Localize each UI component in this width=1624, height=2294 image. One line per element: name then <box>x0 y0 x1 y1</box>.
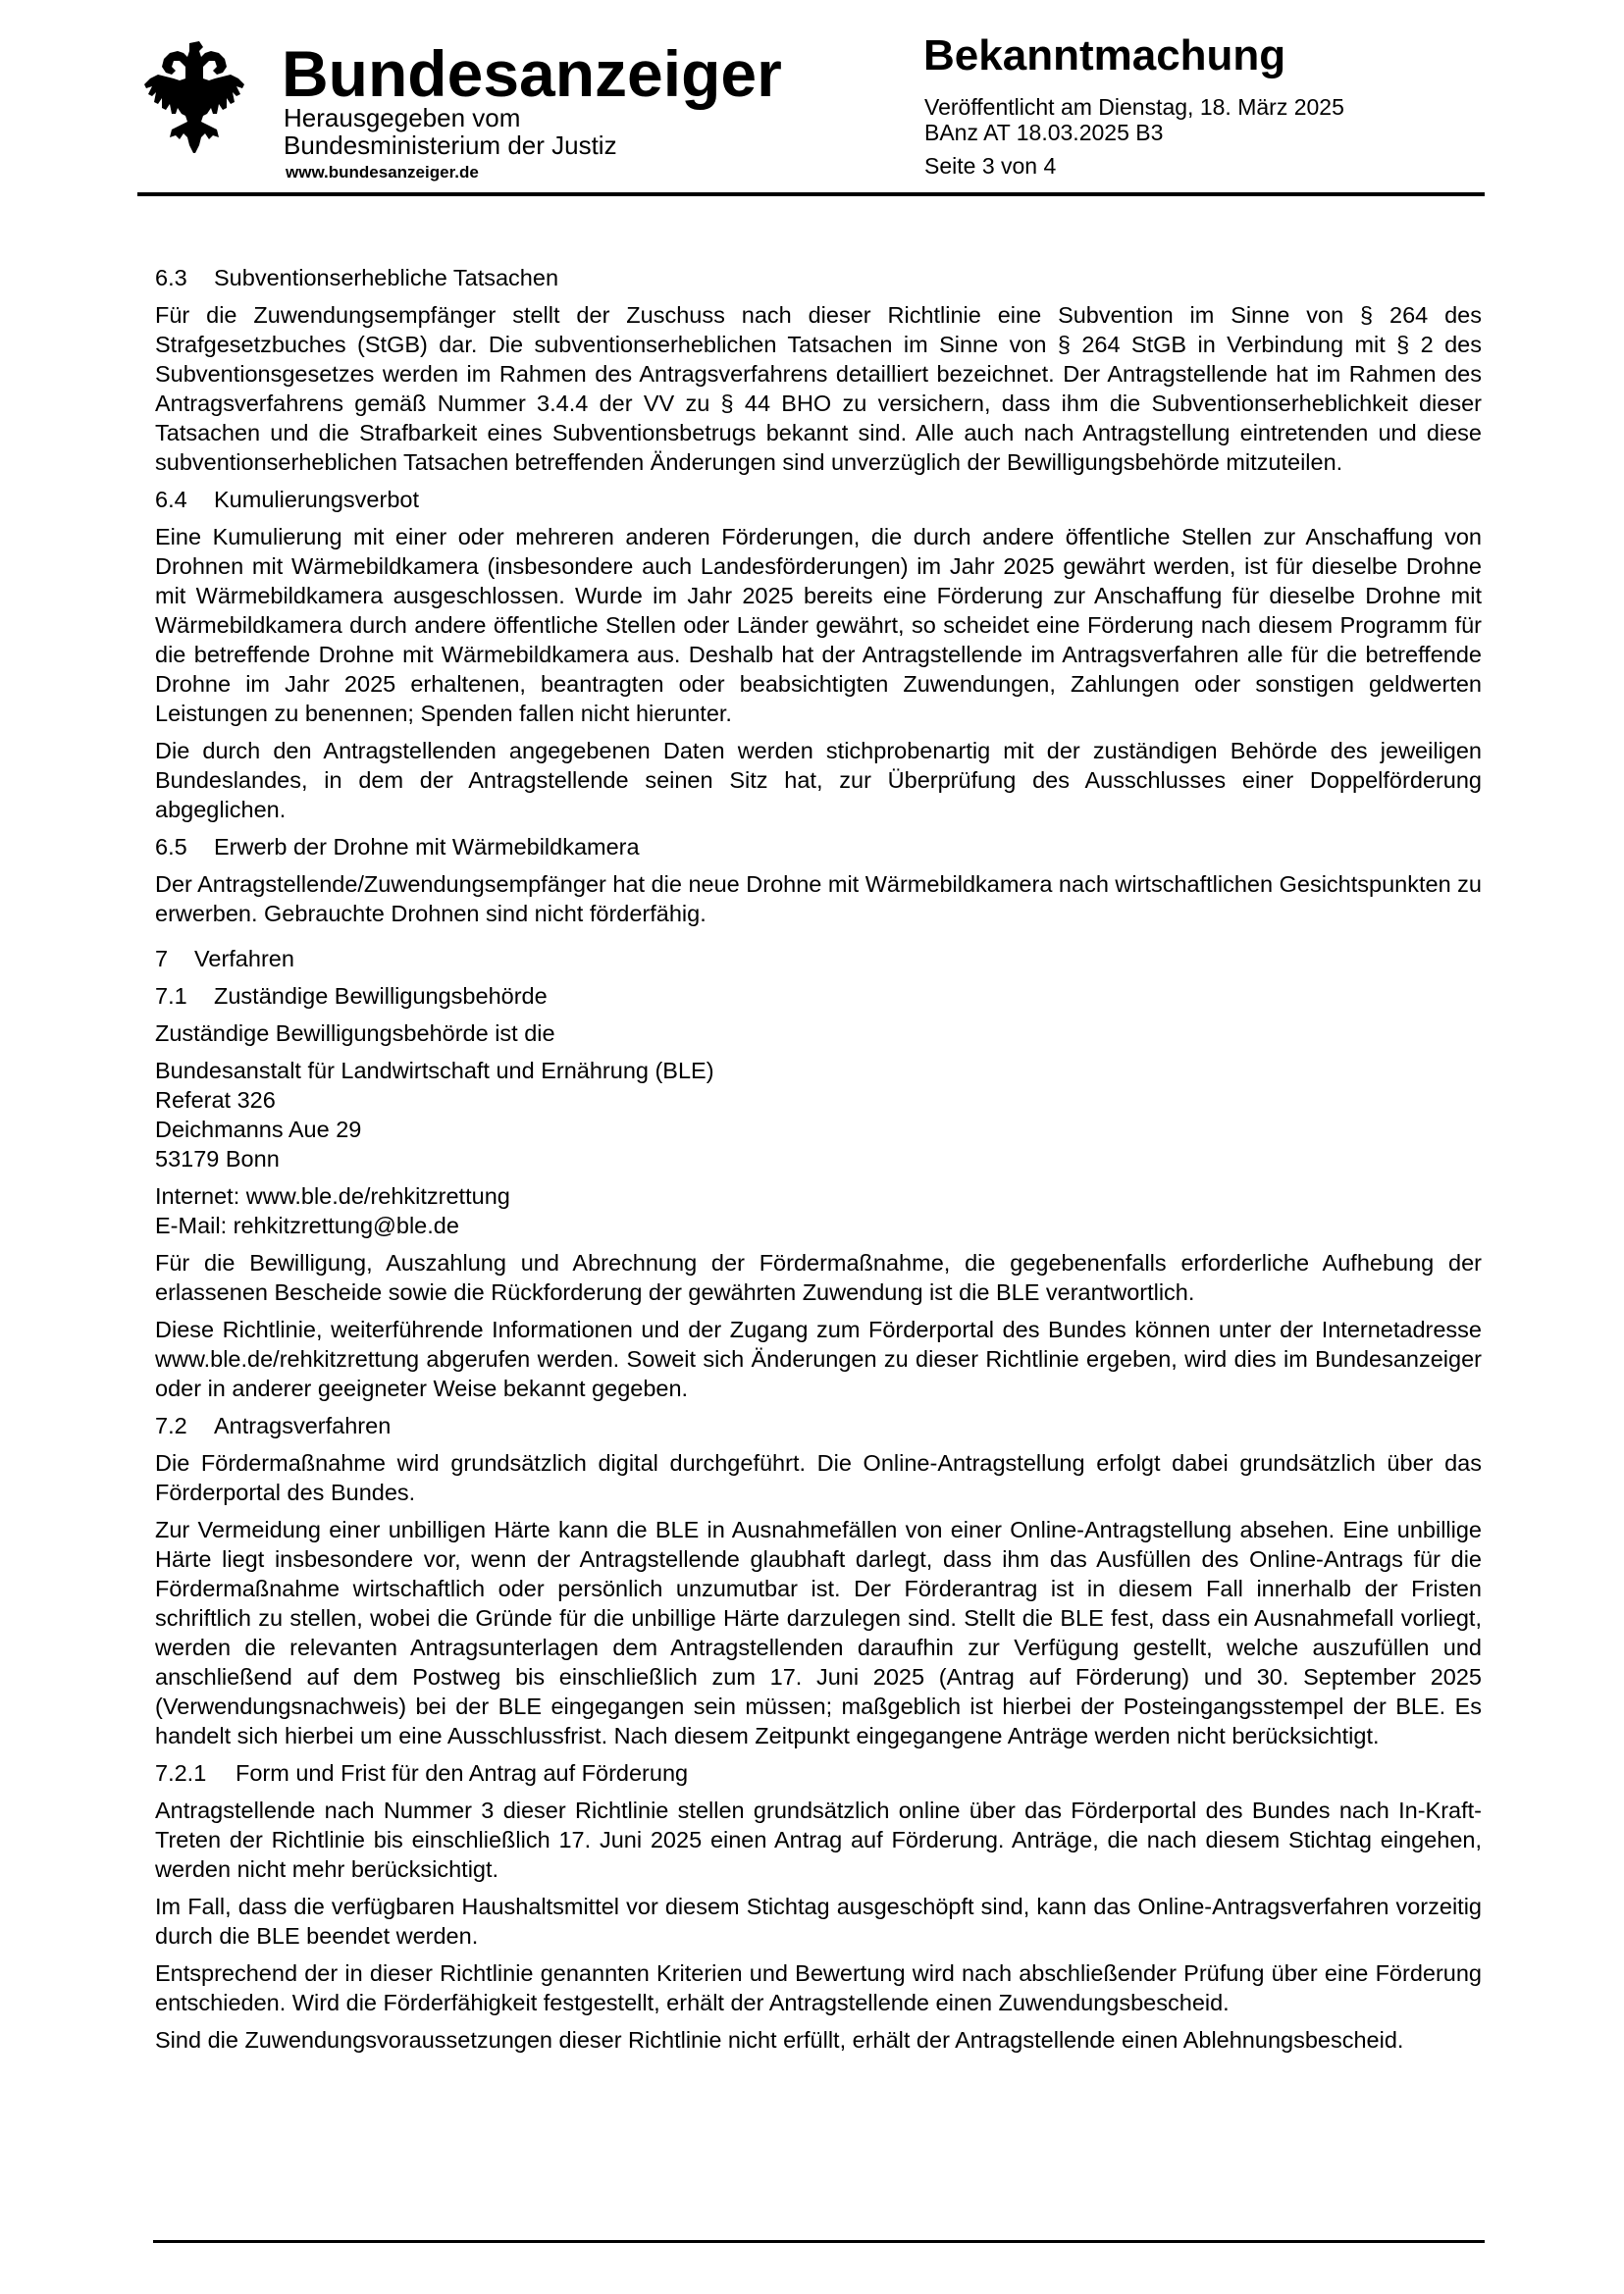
section-heading-7: 7 Verfahren <box>155 946 294 971</box>
address-line: Deichmanns Aue 29 <box>155 1117 362 1142</box>
brand-title: Bundesanzeiger <box>282 37 782 110</box>
section-heading-7-2-1: 7.2.1 Form und Frist für den Antrag auf Förderung <box>155 1760 689 1786</box>
address-line: 53179 Bonn <box>155 1146 280 1172</box>
address-line: Referat 326 <box>155 1087 276 1113</box>
section-heading-6-3: 6.3 Subventionserhebliche Tatsachen <box>155 265 559 290</box>
publisher-line-1: Herausgegeben vom <box>284 103 521 132</box>
email-link[interactable]: E-Mail: rehkitzrettung@ble.de <box>155 1213 459 1238</box>
paragraph: Im Fall, dass die verfügbaren Haushaltsmittel vor diesem Stichtag ausgeschöpft sind, kann das Online-Antragsverfahren vorzeitig durch die BLE beendet werden. <box>155 1894 1482 1949</box>
page-header <box>138 26 1485 194</box>
section-heading-6-4: 6.4 Kumulierungsverbot <box>155 487 419 512</box>
paragraph: Entsprechend der in dieser Richtlinie genannten Kriterien und Bewertung wird nach abschließender Prüfung über eine Förderung entschieden. Wird die Förderfähigkeit festgestellt, erhält der Antragstellende einen Zuwendungsbescheid. <box>155 1960 1482 2015</box>
authority-address <box>155 1056 1482 1173</box>
section-heading-7-1: 7.1 Zuständige Bewilligungsbehörde <box>155 983 548 1009</box>
paragraph: Die durch den Antragstellenden angegebenen Daten werden stichprobenartig mit der zuständigen Behörde des jeweiligen Bundeslandes, in dem der Antragstellende seinen Sitz hat, zur Überprüfung des Ausschlusses einer Doppelförderung abgeglichen. <box>155 738 1482 822</box>
paragraph: Für die Zuwendungsempfänger stellt der Zuschuss nach dieser Richtlinie eine Subvention im Sinne von § 264 des Strafgesetzbuches (StGB) dar. Die subventionserheblichen Tatsachen im Sinne von § 264 StGB in Verbindung mit § 2 des Subventionsgesetzes werden im Rahmen des Antragsverfahrens detailliert bezeichnet. Der Antragstellende hat im Rahmen des Antragsverfahrens gemäß Nummer 3.4.4 der VV zu § 44 BHO zu versichern, dass ihm die Subventionserheblichkeit dieser Tatsachen und die Strafbarkeit eines Subventionsbetrugs bekannt sind. Alle auch nach Antragstellung eintretenden und diese subventionserheblichen Tatsachen betreffenden Änderungen sind unverzüglich der Bewilligungsbehörde mitzuteilen. <box>155 302 1482 475</box>
footer-divider <box>153 2240 1485 2243</box>
publication-date: Veröffentlicht am Dienstag, 18. März 2025 <box>924 94 1344 120</box>
page-number: Seite 3 von 4 <box>924 153 1057 179</box>
reference-number: BAnz AT 18.03.2025 B3 <box>924 120 1164 145</box>
header-divider <box>137 192 1485 196</box>
paragraph: Antragstellende nach Nummer 3 dieser Richtlinie stellen grundsätzlich online über das Förderportal des Bundes nach In-Kraft-Treten der Richtlinie bis einschließlich 17. Juni 2025 einen Antrag auf Förderung. Anträge, die nach diesem Stichtag eingehen, werden nicht mehr berücksichtigt. <box>155 1798 1482 1882</box>
paragraph: Für die Bewilligung, Auszahlung und Abrechnung der Fördermaßnahme, die gegebenenfalls erforderliche Aufhebung der erlassenen Bescheide sowie die Rückforderung der gewährten Zuwendung ist die BLE verantwortlich. <box>155 1250 1482 1305</box>
notice-type: Bekanntmachung <box>923 31 1286 79</box>
address-line: Bundesanstalt für Landwirtschaft und Ernährung (BLE) <box>155 1058 714 1083</box>
document-body <box>155 263 1482 2062</box>
publisher-line-2: Bundesministerium der Justiz <box>284 130 617 160</box>
section-heading-6-5: 6.5 Erwerb der Drohne mit Wärmebildkamera <box>155 834 640 860</box>
paragraph: Diese Richtlinie, weiterführende Informationen und der Zugang zum Förderportal des Bundes können unter der Internetadresse www.ble.de/rehkitzrettung abgerufen werden. Soweit sich Änderungen zu dieser Richtlinie ergeben, wird dies im Bundesanzeiger oder in anderer geeigneter Weise bekannt gegeben. <box>155 1317 1482 1401</box>
website-link[interactable]: www.bundesanzeiger.de <box>286 163 479 182</box>
paragraph: Der Antragstellende/Zuwendungsempfänger hat die neue Drohne mit Wärmebildkamera nach wirtschaftlichen Gesichtspunkten zu erwerben. Gebrauchte Drohnen sind nicht förderfähig. <box>155 871 1482 926</box>
section-heading-7-2: 7.2 Antragsverfahren <box>155 1413 392 1438</box>
internet-link[interactable]: Internet: www.ble.de/rehkitzrettung <box>155 1183 510 1209</box>
paragraph: Zur Vermeidung einer unbilligen Härte kann die BLE in Ausnahmefällen von einer Online-Antragstellung absehen. Eine unbillige Härte liegt insbesondere vor, wenn der Antragstellende glaubhaft darlegt, dass ihm das Ausfüllen des Online-Antrags für die Fördermaßnahme wirtschaftlich oder persönlich unzumutbar ist. Der Förderantrag ist in diesem Fall innerhalb der Fristen schriftlich zu stellen, wobei die Gründe für die unbillige Härte darzulegen sind. Stellt die BLE fest, dass ein Ausnahmefall vorliegt, werden die relevanten Antragsunterlagen dem Antragstellenden daraufhin zur Verfügung gestellt, welche auszufüllen und anschließend auf dem Postweg bis einschließlich zum 17. Juni 2025 (Antrag auf Förderung) und 30. September 2025 (Verwendungsnachweis) bei der BLE eingegangen sein müssen; maßgeblich ist hierbei der Posteingangsstempel der BLE. Es handelt sich hierbei um eine Ausschlussfrist. Nach diesem Zeitpunkt eingegangene Anträge werden nicht berücksichtigt. <box>155 1517 1482 1748</box>
paragraph: Sind die Zuwendungsvoraussetzungen dieser Richtlinie nicht erfüllt, erhält der Antragstellende einen Ablehnungsbescheid. <box>155 2027 1404 2053</box>
authority-contact <box>155 1181 1482 1240</box>
paragraph: Zuständige Bewilligungsbehörde ist die <box>155 1020 555 1046</box>
paragraph: Eine Kumulierung mit einer oder mehreren anderen Förderungen, die durch andere öffentliche Stellen zur Anschaffung von Drohnen mit Wärmebildkamera (insbesondere auch Landesförderungen) im Jahr 2025 gewährt werden, ist für dieselbe Drohne mit Wärmebildkamera ausgeschlossen. Wurde im Jahr 2025 bereits eine Förderung zur Anschaffung für dieselbe Drohne mit Wärmebildkamera durch andere öffentliche Stellen oder Länder gewährt, so scheidet eine Förderung nach diesem Programm für die betreffende Drohne mit Wärmebildkamera aus. Deshalb hat der Antragstellende im Antragsverfahren alle für die betreffende Drohne im Jahr 2025 erhaltenen, beantragten oder beabsichtigten Zuwendungen, Zahlungen oder sonstigen geldwerten Leistungen zu benennen; Spenden fallen nicht hierunter. <box>155 524 1482 726</box>
paragraph: Die Fördermaßnahme wird grundsätzlich digital durchgeführt. Die Online-Antragstellung erfolgt dabei grundsätzlich über das Förderportal des Bundes. <box>155 1450 1482 1505</box>
federal-eagle-icon <box>140 39 248 155</box>
